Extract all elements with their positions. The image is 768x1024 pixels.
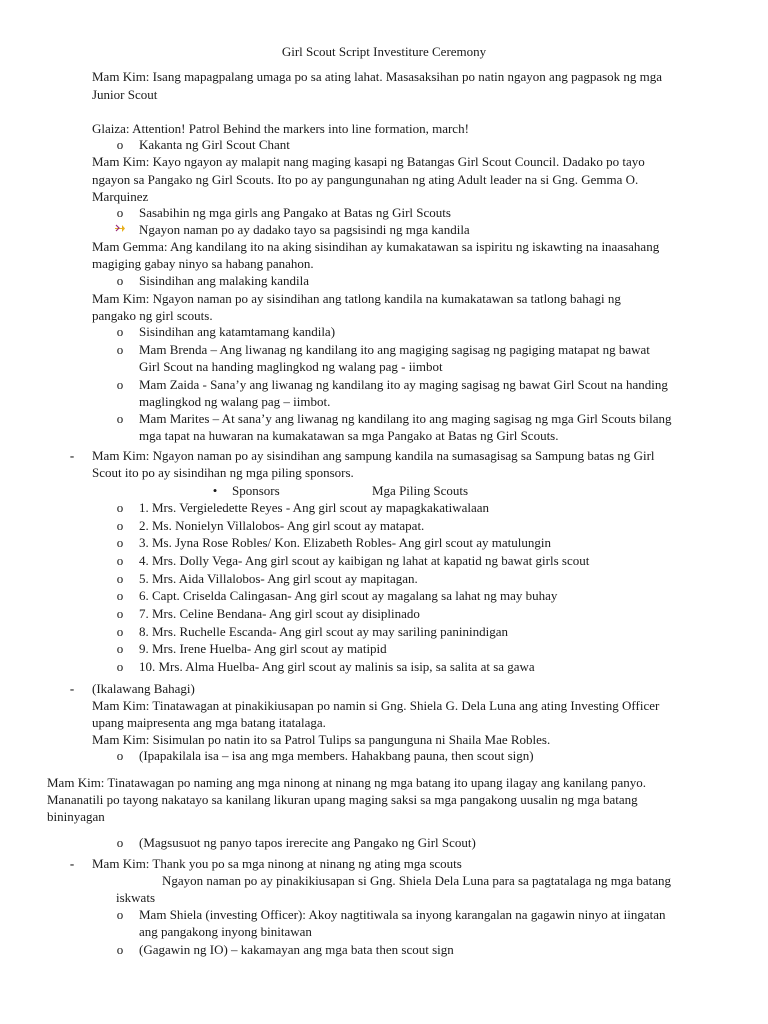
- list-item-continued: Girl Scout na handing maglingkod ng walang pag - iimbot: [139, 359, 443, 374]
- list-bullet: o: [116, 411, 124, 426]
- list-item: Sisindihan ang malaking kandila: [139, 273, 310, 288]
- sponsor-item: 5. Mrs. Aida Villalobos- Ang girl scout ay mapitagan.: [139, 571, 418, 586]
- list-item: Mam Marites – At sana’y ang liwanag ng kandilang ito ang maging sagisag ng mga Girl Scouts bilang: [139, 411, 672, 426]
- list-bullet: o: [116, 205, 124, 220]
- list-bullet: o: [116, 641, 124, 656]
- list-bullet: o: [116, 624, 124, 639]
- scouts-heading: Mga Piling Scouts: [372, 483, 469, 498]
- text-line: Mam Kim: Thank you po sa mga ninong at ninang ng ating mga scouts: [92, 856, 462, 871]
- text-line: ngayon sa Pangako ng Girl Scouts. Ito po ay pangungunahan ng ating Adult leader na si Gng. Gemma O.: [92, 172, 639, 187]
- list-bullet: o: [116, 137, 124, 152]
- text-line: pangako ng girl scouts.: [92, 308, 213, 323]
- section-label: (Ikalawang Bahagi): [92, 681, 195, 696]
- list-bullet: o: [116, 942, 124, 957]
- page-title: Girl Scout Script Investiture Ceremony: [281, 44, 487, 59]
- sponsor-item: 9. Mrs. Irene Huelba- Ang girl scout ay matipid: [139, 641, 387, 656]
- list-bullet: o: [116, 571, 124, 586]
- sponsor-item: 7. Mrs. Celine Bendana- Ang girl scout ay disiplinado: [139, 606, 420, 621]
- sponsor-item: 2. Ms. Nonielyn Villalobos- Ang girl scout ay matapat.: [139, 518, 425, 533]
- text-line: Mam Kim: Tinatawagan at pinakikiusapan po namin si Gng. Shiela G. Dela Luna ang ating Investing Officer: [92, 698, 660, 713]
- list-bullet: o: [116, 553, 124, 568]
- list-item: Kakanta ng Girl Scout Chant: [139, 137, 290, 152]
- list-bullet: o: [116, 535, 124, 550]
- list-item: Mam Shiela (investing Officer): Akoy nagtitiwala sa inyong karangalan na gagawin ninyo at iingatan: [139, 907, 666, 922]
- text-line: bininyagan: [47, 809, 105, 824]
- list-item: (Ipapakilala isa – isa ang mga members. Hahakbang pauna, then scout sign): [139, 748, 534, 763]
- text-line: Mam Kim: Kayo ngayon ay malapit nang maging kasapi ng Batangas Girl Scout Council. Dadako po tayo: [92, 154, 645, 169]
- text-line: Marquinez: [92, 189, 149, 204]
- text-line: Mam Kim: Isang mapagpalang umaga po sa ating lahat. Masasaksihan po natin ngayon ang pagpasok ng mga: [92, 69, 663, 84]
- dash-bullet: -: [69, 681, 75, 696]
- sponsor-item: 8. Mrs. Ruchelle Escanda- Ang girl scout ay may sariling paninindigan: [139, 624, 508, 639]
- list-bullet: o: [116, 606, 124, 621]
- list-item-continued: mga tapat na huwaran na kumakatawan sa mga Pangako at Batas ng Girl Scouts.: [139, 428, 559, 443]
- text-line: iskwats: [116, 890, 155, 905]
- list-bullet: o: [116, 748, 124, 763]
- sponsors-heading: Sponsors: [232, 483, 280, 498]
- list-item: (Gagawin ng IO) – kakamayan ang mga bata then scout sign: [139, 942, 454, 957]
- sponsor-item: 3. Ms. Jyna Rose Robles/ Kon. Elizabeth Robles- Ang girl scout ay matulungin: [139, 535, 551, 550]
- text-line: upang maipresenta ang mga batang itatalaga.: [92, 715, 326, 730]
- text-line: Mam Kim: Ngayon naman po ay sisindihan ang tatlong kandila na kumakatawan sa tatlong bahagi ng: [92, 291, 621, 306]
- list-item: Sasabihin ng mga girls ang Pangako at Batas ng Girl Scouts: [139, 205, 451, 220]
- text-line: Mam Kim: Ngayon naman po ay sisindihan ang sampung kandila na sumasagisag sa Sampung batas ng Girl: [92, 448, 655, 463]
- list-item-continued: maglingkod ng walang pag – iimbot.: [139, 394, 331, 409]
- sponsor-item: 4. Mrs. Dolly Vega- Ang girl scout ay kaibigan ng lahat at kapatid ng bawat girls scout: [139, 553, 590, 568]
- list-bullet: o: [116, 835, 124, 850]
- list-bullet: o: [116, 273, 124, 288]
- list-bullet: o: [116, 588, 124, 603]
- sponsor-item: 10. Mrs. Alma Huelba- Ang girl scout ay malinis sa isip, sa salita at sa gawa: [139, 659, 535, 674]
- list-bullet: o: [116, 907, 124, 922]
- list-item: Sisindihan ang katamtamang kandila): [139, 324, 336, 339]
- text-line: Scout ito po ay sisindihan ng mga piling sponsors.: [92, 465, 354, 480]
- list-item-continued: ang pangakong inyong binitawan: [139, 924, 312, 939]
- dash-bullet: -: [69, 856, 75, 871]
- list-bullet: o: [116, 342, 124, 357]
- text-line: Ngayon naman po ay pinakikiusapan si Gng. Shiela Dela Luna para sa pagtatalaga ng mga batang: [162, 873, 672, 888]
- text-line: Mam Gemma: Ang kandilang ito na aking sisindihan ay kumakatawan sa ispiritu ng iskawting na inaasahang: [92, 239, 660, 254]
- text-line: Glaiza: Attention! Patrol Behind the markers into line formation, march!: [92, 121, 469, 136]
- list-item: Mam Zaida - Sana’y ang liwanag ng kandilang ito ay maging sagisag ng bawat Girl Scout na handing: [139, 377, 668, 392]
- text-line: Mam Kim: Sisimulan po natin ito sa Patrol Tulips sa pangunguna ni Shaila Mae Robles.: [92, 732, 551, 747]
- list-bullet: o: [116, 518, 124, 533]
- list-bullet: o: [116, 324, 124, 339]
- list-bullet: o: [116, 377, 124, 392]
- list-item: Ngayon naman po ay dadako tayo sa pagsisindi ng mga kandila: [139, 222, 470, 237]
- list-bullet: o: [116, 659, 124, 674]
- list-bullet: o: [116, 500, 124, 515]
- text-line: Junior Scout: [92, 87, 158, 102]
- list-item: (Magsusuot ng panyo tapos irerecite ang Pangako ng Girl Scout): [139, 835, 476, 850]
- list-item: Mam Brenda – Ang liwanag ng kandilang ito ang magiging sagisag ng pagiging matapat ng bawat: [139, 342, 650, 357]
- arrow-bullet-icon: [114, 221, 126, 239]
- dash-bullet: -: [69, 448, 75, 463]
- text-line: magiging gabay ninyo sa habang panahon.: [92, 256, 314, 271]
- sponsor-item: 6. Capt. Criselda Calingasan- Ang girl scout ay magalang sa lahat ng may buhay: [139, 588, 558, 603]
- text-line: Mananatili po tayong nakatayo sa kanilang likuran upang maging saksi sa mga pangakong uusalin ng mga batang: [47, 792, 638, 807]
- sponsor-item: 1. Mrs. Vergieledette Reyes - Ang girl scout ay mapagkakatiwalaan: [139, 500, 490, 515]
- dot-bullet: •: [212, 483, 218, 498]
- text-line: Mam Kim: Tinatawagan po naming ang mga ninong at ninang ng mga batang ito upang ilagay ang kanilang panyo.: [47, 775, 646, 790]
